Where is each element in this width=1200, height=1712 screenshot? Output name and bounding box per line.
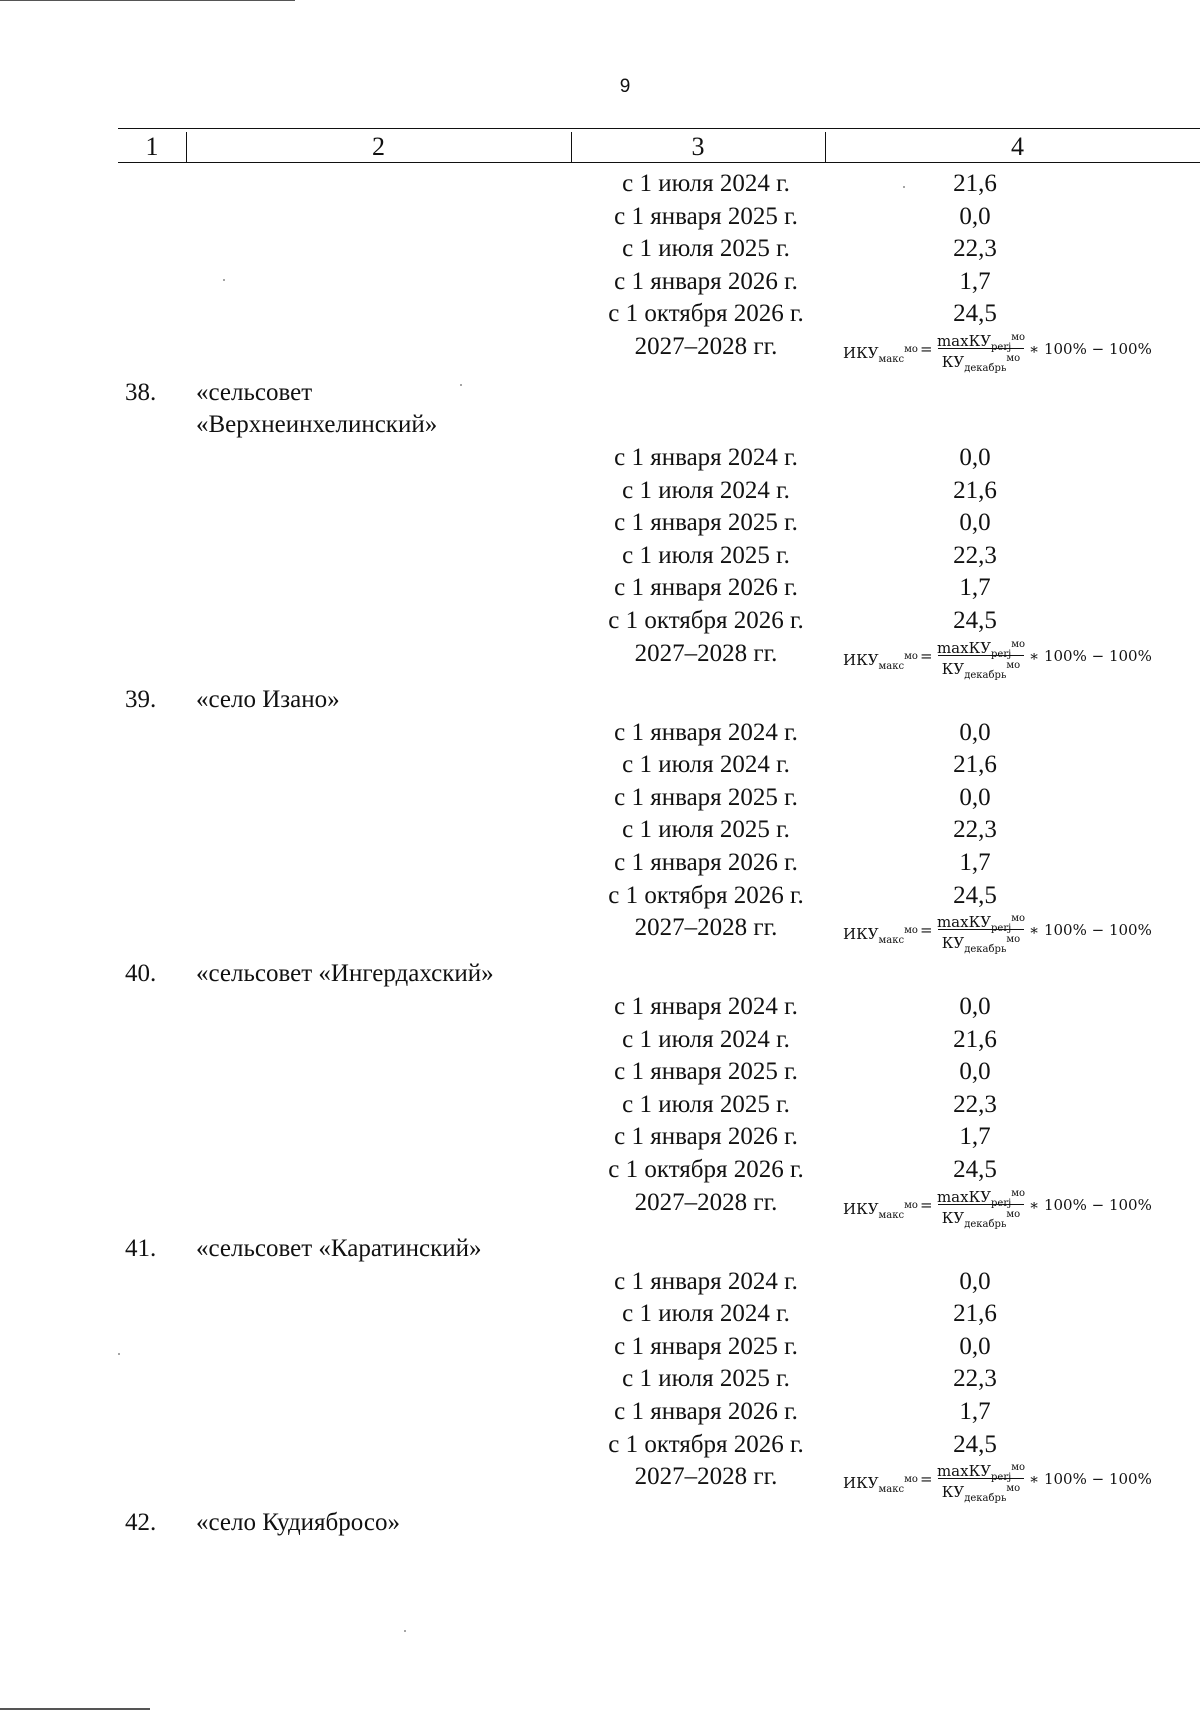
entry-number: 39. xyxy=(125,685,157,713)
formula-lhs xyxy=(843,1198,918,1223)
formula-den-sup: мо xyxy=(1006,934,1021,946)
formula-den-base: КУ xyxy=(941,934,965,953)
municipality-entry xyxy=(0,684,1200,959)
index-value: 24,5 xyxy=(953,1156,997,1184)
formula-lhs-base: ИКУ xyxy=(843,650,879,669)
tariff-row xyxy=(0,1331,1200,1364)
formula-den-sub: декабрь xyxy=(964,669,1007,681)
formula-fraction xyxy=(936,1457,1026,1509)
tariff-row xyxy=(0,442,1200,475)
tariff-row xyxy=(0,572,1200,605)
formula-lhs-sub: макс xyxy=(878,935,905,947)
tariff-row xyxy=(0,266,1200,299)
formula-equals: = xyxy=(920,646,933,665)
tariff-row xyxy=(0,638,1200,684)
index-value: 24,5 xyxy=(953,606,997,634)
formula-num-sup: мо xyxy=(1011,638,1026,650)
effective-date: с 1 января 2025 г. xyxy=(614,1332,798,1360)
formula-den-sub: декабрь xyxy=(964,1218,1007,1230)
effective-date: с 1 июля 2024 г. xyxy=(622,170,790,197)
tariff-row xyxy=(0,507,1200,540)
scan-edge-top xyxy=(0,0,295,1)
effective-date: 2027–2028 гг. xyxy=(634,639,778,667)
header-col-2: 2 xyxy=(372,132,385,161)
formula-numerator xyxy=(936,908,1026,935)
formula-lhs-sup: мо xyxy=(904,650,918,662)
municipality-entry xyxy=(0,958,1200,1233)
entry-header xyxy=(0,377,1200,442)
tariff-row xyxy=(0,331,1200,377)
formula-den-base: КУ xyxy=(941,352,965,371)
formula-den-sub: декабрь xyxy=(964,1493,1007,1505)
municipality-entry xyxy=(0,377,1200,684)
index-value: 0,0 xyxy=(959,509,991,537)
effective-date: с 1 июля 2025 г. xyxy=(622,1090,790,1118)
formula-lhs-base: ИКУ xyxy=(843,1474,879,1493)
index-value: 21,6 xyxy=(953,1025,997,1053)
tariff-row xyxy=(0,717,1200,750)
formula-num-base: maxКУ xyxy=(936,638,992,657)
effective-date: с 1 июля 2025 г. xyxy=(622,816,790,844)
formula-fraction xyxy=(936,634,1026,686)
tariff-row xyxy=(0,1396,1200,1429)
tariff-row xyxy=(0,1056,1200,1089)
index-value: 0,0 xyxy=(959,1332,991,1360)
index-value: 1,7 xyxy=(959,848,991,876)
index-value: 0,0 xyxy=(959,783,991,811)
formula-lhs xyxy=(843,342,918,367)
tariff-row xyxy=(0,475,1200,508)
effective-date: с 1 января 2024 г. xyxy=(614,443,798,471)
entry-number: 40. xyxy=(125,960,157,988)
entry-number: 42. xyxy=(125,1509,157,1537)
index-value: 1,7 xyxy=(959,267,991,295)
effective-date: с 1 января 2026 г. xyxy=(614,1123,798,1151)
formula-fraction xyxy=(936,327,1026,379)
formula-num-sup: мо xyxy=(1011,913,1026,925)
formula-lhs xyxy=(843,923,918,948)
effective-date: с 1 октября 2026 г. xyxy=(608,1430,804,1458)
scan-speck xyxy=(404,1630,406,1632)
formula-den-sup: мо xyxy=(1006,1208,1021,1220)
index-formula xyxy=(843,1183,1163,1231)
index-value: 24,5 xyxy=(953,300,997,328)
tariff-row xyxy=(0,814,1200,847)
formula-equals: = xyxy=(920,339,933,358)
effective-date: с 1 октября 2026 г. xyxy=(608,606,804,634)
effective-date: с 1 июля 2024 г. xyxy=(622,1300,790,1328)
formula-denominator xyxy=(936,349,1026,379)
tariff-row xyxy=(0,1024,1200,1057)
tariff-row xyxy=(0,1089,1200,1122)
formula-num-sub: perj xyxy=(991,1472,1012,1484)
formula-lhs-base: ИКУ xyxy=(843,1199,879,1218)
formula-den-sub: декабрь xyxy=(964,362,1007,374)
effective-date: с 1 января 2025 г. xyxy=(614,783,798,811)
entry-name: «сельсовет «Ингердахский» xyxy=(196,960,494,988)
formula-num-base: maxКУ xyxy=(936,1462,992,1481)
effective-date: с 1 июля 2025 г. xyxy=(622,235,790,263)
index-value: 24,5 xyxy=(953,1430,997,1458)
index-value: 22,3 xyxy=(953,1365,997,1393)
header-top-rule xyxy=(118,128,1200,129)
index-value: 22,3 xyxy=(953,1090,997,1118)
formula-den-sup: мо xyxy=(1006,1483,1021,1495)
effective-date: с 1 октября 2026 г. xyxy=(608,1156,804,1184)
formula-denominator xyxy=(936,1479,1026,1509)
formula-lhs-base: ИКУ xyxy=(843,925,879,944)
formula-numerator xyxy=(936,327,1026,353)
tariff-row xyxy=(0,1363,1200,1396)
index-value: 21,6 xyxy=(953,476,997,504)
tariff-row xyxy=(0,540,1200,573)
entry-number: 38. xyxy=(125,378,157,406)
formula-lhs-sup: мо xyxy=(904,1199,918,1211)
effective-date: с 1 января 2024 г. xyxy=(614,718,798,746)
formula-lhs-sup: мо xyxy=(904,1474,918,1486)
header-col-4: 4 xyxy=(1011,132,1024,161)
entry-name: «село Кудиябросо» xyxy=(196,1509,400,1537)
entry-name: «сельсовет «Верхнеинхелинский» xyxy=(196,378,438,438)
effective-date: с 1 октября 2026 г. xyxy=(608,881,804,909)
formula-num-base: maxКУ xyxy=(936,913,992,932)
index-value: 22,3 xyxy=(953,816,997,844)
tariff-row xyxy=(0,991,1200,1024)
index-value: 0,0 xyxy=(959,718,991,746)
index-value: 1,7 xyxy=(959,1398,991,1426)
entry-name: «сельсовет «Каратинский» xyxy=(196,1234,482,1262)
municipality-entry xyxy=(0,168,1200,377)
effective-date: с 1 января 2026 г. xyxy=(614,574,798,602)
index-value: 22,3 xyxy=(953,235,997,263)
formula-denominator xyxy=(936,656,1026,686)
header-col-3: 3 xyxy=(691,132,705,161)
tariff-row xyxy=(0,749,1200,782)
effective-date: с 1 января 2024 г. xyxy=(614,1267,798,1295)
tariff-row xyxy=(0,201,1200,234)
header-col-1: 1 xyxy=(145,132,159,161)
effective-date: 2027–2028 гг. xyxy=(634,1463,778,1491)
effective-date: с 1 января 2026 г. xyxy=(614,267,798,295)
tariff-row xyxy=(0,912,1200,958)
formula-fraction xyxy=(936,1183,1026,1235)
effective-date: с 1 января 2025 г. xyxy=(614,202,798,230)
index-value: 21,6 xyxy=(953,1300,997,1328)
index-formula xyxy=(843,908,1163,956)
index-value: 21,6 xyxy=(953,751,997,779)
effective-date: с 1 января 2026 г. xyxy=(614,848,798,876)
formula-den-base: КУ xyxy=(941,1483,965,1502)
formula-num-sub: perj xyxy=(991,1197,1012,1209)
formula-rhs: ∗ 100% − 100% xyxy=(1029,1195,1152,1214)
formula-fraction xyxy=(936,908,1026,960)
page-number: 9 xyxy=(619,76,631,97)
formula-num-sup: мо xyxy=(1011,331,1026,343)
entry-number: 41. xyxy=(125,1234,157,1262)
formula-denominator xyxy=(936,930,1026,960)
formula-equals: = xyxy=(920,1470,933,1489)
tariff-table-body xyxy=(0,168,1200,1540)
entry-header xyxy=(0,958,1200,991)
entry-header xyxy=(0,684,1200,717)
effective-date: с 1 октября 2026 г. xyxy=(608,300,804,328)
formula-num-sup: мо xyxy=(1011,1187,1026,1199)
formula-numerator xyxy=(936,1183,1026,1209)
formula-equals: = xyxy=(920,1195,933,1214)
header-bottom-rule xyxy=(118,162,1200,163)
tariff-row xyxy=(0,168,1200,201)
formula-lhs xyxy=(843,649,918,674)
formula-num-sub: perj xyxy=(991,923,1012,935)
formula-lhs-sub: макс xyxy=(878,1484,905,1496)
tariff-row xyxy=(0,1121,1200,1154)
formula-equals: = xyxy=(920,921,933,940)
index-value: 0,0 xyxy=(959,1058,991,1086)
entry-header xyxy=(0,1507,1200,1540)
formula-num-sub: perj xyxy=(991,648,1012,660)
index-value: 24,5 xyxy=(953,881,997,909)
formula-lhs-sub: макс xyxy=(878,353,905,365)
formula-denominator xyxy=(936,1205,1026,1235)
formula-rhs: ∗ 100% − 100% xyxy=(1029,1470,1152,1489)
formula-lhs-sup: мо xyxy=(904,925,918,937)
entry-header xyxy=(0,1233,1200,1266)
effective-date: с 1 января 2024 г. xyxy=(614,993,798,1021)
effective-date: с 1 июля 2024 г. xyxy=(622,751,790,779)
formula-den-base: КУ xyxy=(941,1208,965,1227)
formula-numerator xyxy=(936,1457,1026,1484)
index-value: 0,0 xyxy=(959,202,991,230)
formula-rhs: ∗ 100% − 100% xyxy=(1029,339,1152,358)
effective-date: с 1 января 2026 г. xyxy=(614,1398,798,1426)
formula-lhs-sub: макс xyxy=(878,660,905,672)
formula-den-sup: мо xyxy=(1006,659,1021,671)
effective-date: 2027–2028 гг. xyxy=(634,914,778,942)
formula-lhs-base: ИКУ xyxy=(843,343,879,362)
effective-date: 2027–2028 гг. xyxy=(634,1188,778,1216)
effective-date: с 1 января 2025 г. xyxy=(614,509,798,537)
effective-date: с 1 июля 2025 г. xyxy=(622,1365,790,1393)
formula-lhs-sub: макс xyxy=(878,1209,905,1221)
formula-num-sup: мо xyxy=(1011,1462,1026,1474)
tariff-row xyxy=(0,1461,1200,1507)
index-value: 0,0 xyxy=(959,1267,991,1295)
scan-edge-bottom xyxy=(0,1708,150,1710)
index-value: 0,0 xyxy=(959,993,991,1021)
formula-numerator xyxy=(936,634,1026,660)
index-formula xyxy=(843,634,1163,682)
index-formula xyxy=(843,1457,1163,1505)
tariff-row xyxy=(0,1187,1200,1233)
tariff-row xyxy=(0,233,1200,266)
effective-date: с 1 июля 2024 г. xyxy=(622,1025,790,1053)
effective-date: с 1 января 2025 г. xyxy=(614,1058,798,1086)
index-value: 0,0 xyxy=(959,443,991,471)
formula-num-sub: perj xyxy=(991,341,1012,353)
table-header xyxy=(118,128,1200,164)
effective-date: с 1 июля 2025 г. xyxy=(622,541,790,569)
formula-rhs: ∗ 100% − 100% xyxy=(1029,921,1152,940)
formula-den-sub: декабрь xyxy=(964,944,1007,956)
tariff-row xyxy=(0,1266,1200,1299)
formula-den-sup: мо xyxy=(1006,352,1021,364)
index-value: 22,3 xyxy=(953,541,997,569)
index-value: 1,7 xyxy=(959,574,991,602)
tariff-row xyxy=(0,782,1200,815)
index-value: 1,7 xyxy=(959,1123,991,1151)
formula-rhs: ∗ 100% − 100% xyxy=(1029,646,1152,665)
municipality-entry xyxy=(0,1233,1200,1508)
formula-lhs xyxy=(843,1472,918,1497)
index-value: 21,6 xyxy=(953,170,997,197)
entry-name: «село Изано» xyxy=(196,685,340,713)
effective-date: 2027–2028 гг. xyxy=(634,332,778,360)
formula-den-base: КУ xyxy=(941,659,965,678)
tariff-row xyxy=(0,847,1200,880)
index-formula xyxy=(843,327,1163,375)
formula-lhs-sup: мо xyxy=(904,343,918,355)
effective-date: с 1 июля 2024 г. xyxy=(622,476,790,504)
formula-num-base: maxКУ xyxy=(936,1187,992,1206)
municipality-entry xyxy=(0,1507,1200,1540)
formula-num-base: maxКУ xyxy=(936,331,992,350)
tariff-row xyxy=(0,1298,1200,1331)
